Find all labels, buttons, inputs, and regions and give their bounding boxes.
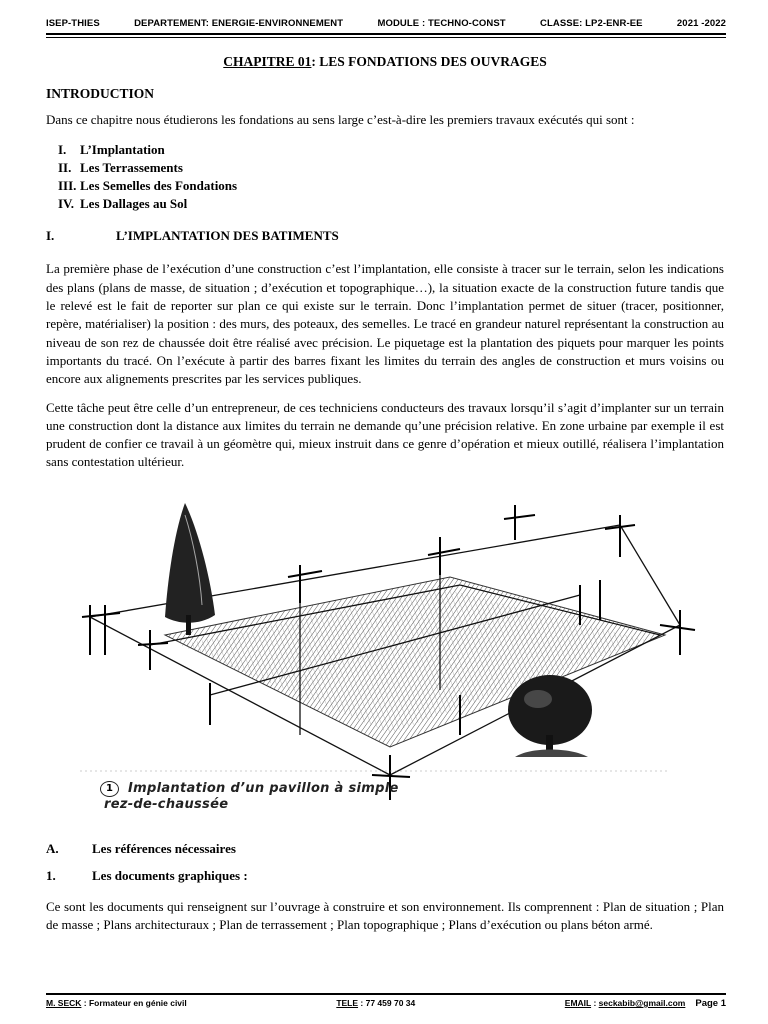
list-item: II. Les Terrassements: [58, 160, 183, 176]
section-heading-documents: 1. Les documents graphiques :: [46, 867, 248, 883]
document-body: [46, 54, 724, 944]
header-class: CLASSE: LP2-ENR-EE: [540, 18, 643, 29]
tree-left: [165, 503, 215, 635]
email-link[interactable]: seckabib@gmail.com: [598, 998, 686, 1008]
chapter-number: CHAPITRE 01: [223, 54, 312, 69]
implantation-figure: [60, 485, 700, 821]
page-footer: [46, 993, 726, 1009]
intro-paragraph: Dans ce chapitre nous étudierons les fondations au sens large c’est-à-dire les premiers travaux exécutés qui sont :: [46, 112, 635, 127]
header-school: ISEP-THIES: [46, 18, 100, 29]
section-heading-references: A. Les références nécessaires: [46, 840, 236, 856]
implantation-paragraph-1: La première phase de l’exécution d’une construction c’est l’implantation, elle consiste à tracer sur le terrain, selon les indications des plans (plans de masse, de situation ; d’exécution et topographique…), la situation exacte de la construction future tandis que le relevé est le fait de reporter sur plan ce qui existe sur le terrain. Donc l’implantation permet de situer (tracer, positionner, repère, matérialiser) la position : des murs, des poteaux, des semelles. Le tracé en grandeur naturel représentant la construction au niveau de son rez de chaussée doit être réalisé avec précision. Le piquetage est la plantation des piquets pour marquer les points importants du tracé. On l’exécute à partir des barres fixant les limites du terrain des angles de construction et murs voisins ou encore aux alignements prescrites par les services publiques.: [46, 261, 724, 387]
implantation-paragraph-2: Cette tâche peut être celle d’un entrepreneur, de ces techniciens conducteurs des travaux lorsqu’il s’agit d’implanter sur un terrain une construction dont la distance aux limites du terrain ne demande qu’une précision relative. En zone urbaine par exemple il est prudent de confier ce travail à un géomètre qui, mieux instruit dans ce genre d’opération et mieux outillé, réalisera l’implantation sans contestation ultérieur.: [46, 399, 724, 470]
implantation-sketch: [60, 485, 700, 821]
footer-phone: TELE : 77 459 70 34: [336, 998, 416, 1008]
footer-author: M. SECK : Formateur en génie civil: [46, 998, 187, 1008]
list-item: IV. Les Dallages au Sol: [58, 195, 188, 211]
figure-number: 1: [100, 781, 119, 797]
footer-email: EMAIL : seckabib@gmail.com Page 1: [564, 998, 726, 1009]
list-item: III. Les Semelles des Fondations: [58, 177, 238, 193]
chapter-title-text: : LES FONDATIONS DES OUVRAGES: [311, 54, 547, 69]
list-item: I. L’Implantation: [58, 142, 165, 158]
page-header: [46, 18, 726, 35]
documents-paragraph: Ce sont les documents qui renseignent sur l’ouvrage à construire et son environnement. Ils comprennent : Plan de situation ; Plan de masse ; Plans architecturaux ; Plan de terrassement ; Plan topographique ; Plans d’exécution ou plans béton armé.: [46, 898, 724, 933]
page-number: Page 1: [695, 998, 726, 1009]
header-department: DEPARTEMENT: ENERGIE-ENVIRONNEMENT: [134, 18, 344, 29]
intro-heading: INTRODUCTION: [46, 86, 155, 101]
chapter-outline-list: [58, 141, 724, 212]
tree-right: [508, 675, 592, 757]
section-heading-implantation: I. L’IMPLANTATION DES BATIMENTS: [46, 228, 339, 244]
header-module: MODULE : TECHNO-CONST: [377, 18, 506, 29]
chapter-title: [46, 54, 724, 70]
figure-caption: Implantation d’un pavillon à simple rez-de-chaussée: [104, 780, 399, 812]
header-year: 2021 -2022: [676, 18, 726, 29]
